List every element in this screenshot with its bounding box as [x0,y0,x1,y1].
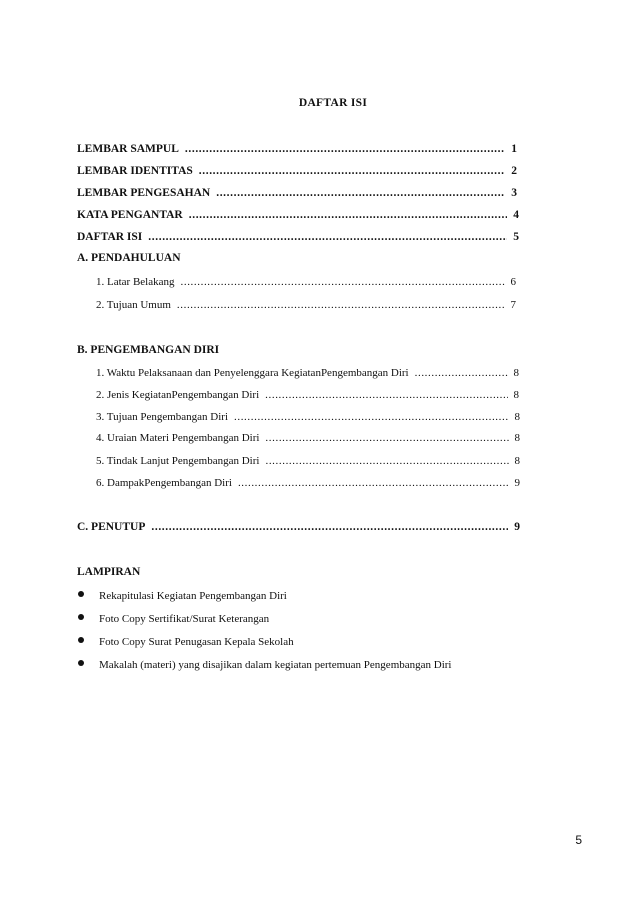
toc-entry-page: 1 [511,143,517,155]
toc-entry-label: LEMBAR SAMPUL [77,143,179,155]
toc-entry-page: 9 [514,521,520,533]
toc-entry-label: 1. Latar Belakang [96,276,175,288]
lampiran-item [78,636,294,648]
toc-entry-lembar-identitas[interactable] [77,165,517,177]
toc-entry-label: 5. Tindak Lanjut Pengembangan Diri [96,455,260,467]
toc-entry-page: 8 [514,432,520,444]
toc-entry-latar-belakang[interactable] [96,276,516,288]
toc-entry-page: 4 [513,209,519,221]
toc-entry-lembar-pengesahan[interactable] [77,187,517,199]
toc-entry-daftar-isi[interactable] [77,231,519,243]
toc-entry-page: 2 [511,165,517,177]
bullet-icon [78,614,84,620]
toc-entry-tujuan-umum[interactable] [96,299,516,311]
bullet-icon [78,637,84,643]
toc-entry-page: 3 [511,187,517,199]
toc-entry-page: 9 [514,477,520,489]
leader-dots [199,165,505,177]
lampiran-item [78,590,287,602]
leader-dots [238,477,509,489]
leader-dots [216,187,505,199]
toc-entry-tindak-lanjut[interactable] [96,455,520,467]
toc-entry-page: 8 [514,411,520,423]
document-title: DAFTAR ISI [298,97,368,109]
toc-entry-uraian-materi[interactable] [96,432,520,444]
toc-entry-waktu-pelaksanaan[interactable] [96,367,519,379]
toc-entry-penutup[interactable] [77,521,520,533]
toc-entry-label: C. PENUTUP [77,521,146,533]
leader-dots [265,432,508,444]
toc-entry-lembar-sampul[interactable] [77,143,517,155]
leader-dots [185,143,505,155]
leader-dots [265,389,507,401]
lampiran-heading: LAMPIRAN [77,566,141,578]
toc-entry-jenis-kegiatan[interactable] [96,389,519,401]
bullet-icon [78,591,84,597]
toc-entry-label: 3. Tujuan Pengembangan Diri [96,411,228,423]
leader-dots [234,411,509,423]
section-a-heading: A. PENDAHULUAN [77,252,181,264]
toc-entry-label: LEMBAR PENGESAHAN [77,187,211,199]
toc-entry-page: 8 [513,389,519,401]
lampiran-item-label: Rekapitulasi Kegiatan Pengembangan Diri [99,590,287,602]
toc-entry-page: 8 [514,455,520,467]
toc-entry-label: 1. Waktu Pelaksanaan dan Penyelenggara KegiatanPengembangan Diri [96,367,409,379]
leader-dots [148,231,507,243]
toc-entry-label: 4. Uraian Materi Pengembangan Diri [96,432,260,444]
leader-dots [265,455,508,467]
section-b-heading: B. PENGEMBANGAN DIRI [77,344,220,356]
leader-dots [177,299,505,311]
leader-dots [415,367,508,379]
toc-entry-page: 5 [513,231,519,243]
lampiran-item [78,613,269,625]
toc-entry-page: 7 [510,299,516,311]
lampiran-item [78,659,451,671]
toc-entry-page: 6 [510,276,516,288]
toc-entry-dampak-pengembangan[interactable] [96,477,520,489]
toc-entry-page: 8 [513,367,519,379]
toc-entry-kata-pengantar[interactable] [77,209,519,221]
page-number: 5 [575,833,582,847]
leader-dots [189,209,508,221]
leader-dots [151,521,508,533]
lampiran-item-label: Makalah (materi) yang disajikan dalam kegiatan pertemuan Pengembangan Diri [99,659,452,671]
toc-entry-label: LEMBAR IDENTITAS [77,165,193,177]
toc-entry-label: DAFTAR ISI [77,231,143,243]
leader-dots [181,276,505,288]
toc-entry-label: 2. Jenis KegiatanPengembangan Diri [96,389,260,401]
toc-entry-label: 6. DampakPengembangan Diri [96,477,232,489]
toc-entry-tujuan-pengembangan[interactable] [96,411,520,423]
lampiran-item-label: Foto Copy Surat Penugasan Kepala Sekolah [99,636,294,648]
toc-entry-label: KATA PENGANTAR [77,209,183,221]
lampiran-item-label: Foto Copy Sertifikat/Surat Keterangan [99,613,270,625]
bullet-icon [78,660,84,666]
toc-entry-label: 2. Tujuan Umum [96,299,171,311]
